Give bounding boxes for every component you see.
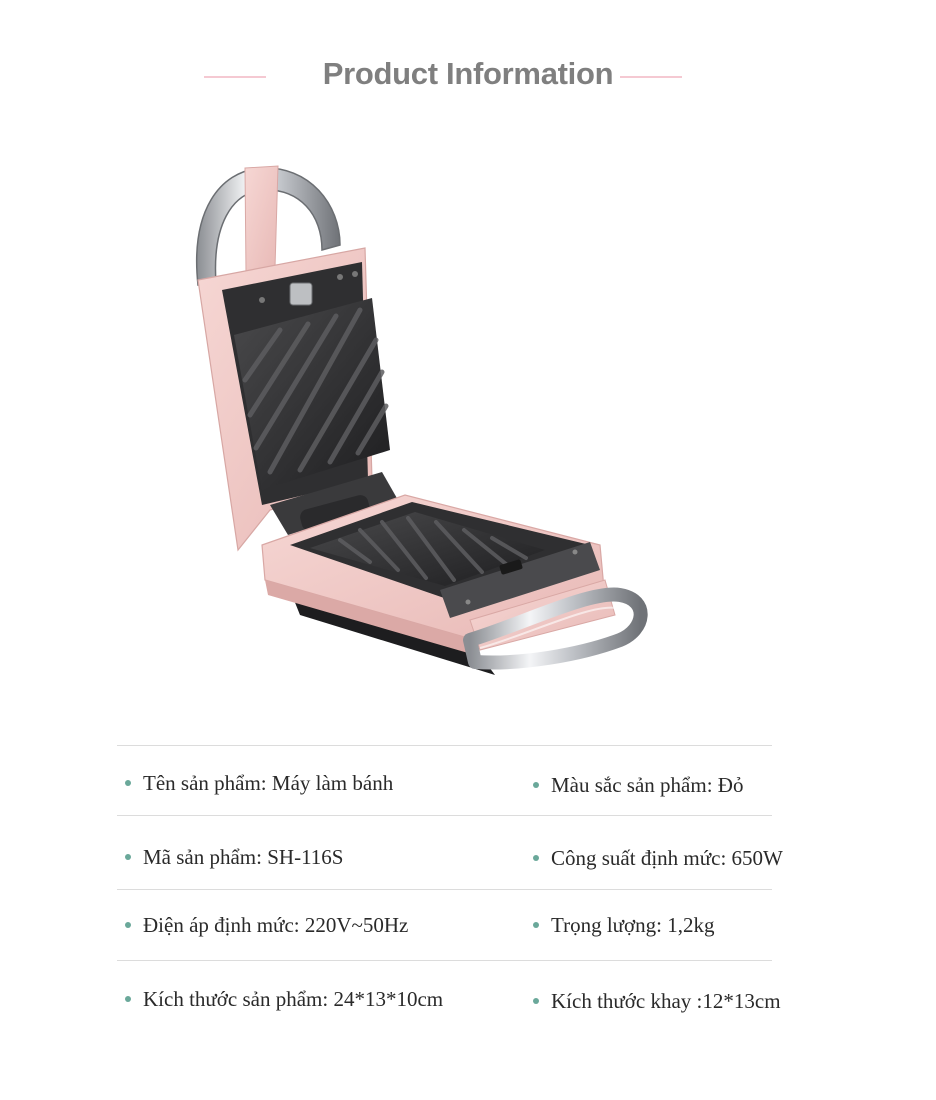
bullet-icon [533, 782, 539, 788]
bullet-icon [533, 922, 539, 928]
bullet-icon [125, 922, 131, 928]
spec-label: Màu sắc sản phẩm: [551, 773, 718, 797]
spec-label: Mã sản phẩm: [143, 845, 268, 869]
spec-label: Tên sản phẩm: [143, 771, 272, 795]
spec-weight [533, 913, 715, 937]
spec-rated-power [533, 846, 783, 870]
spec-divider [117, 960, 772, 961]
spec-value: Máy làm bánh [271, 771, 394, 795]
spec-product-color [533, 773, 743, 797]
spec-product-size [125, 987, 443, 1011]
spec-value: 220V~50Hz [304, 913, 409, 937]
bullet-icon [125, 854, 131, 860]
spec-label: Kích thước sản phẩm: [143, 987, 334, 1011]
section-header [0, 52, 936, 100]
spec-product-name [125, 771, 393, 795]
spec-tray-size [533, 989, 781, 1013]
header-accent-line-right [620, 76, 682, 78]
spec-label: Điện áp định mức: [143, 913, 305, 937]
spec-value: 12*13cm [702, 989, 781, 1013]
spec-label: Công suất định mức: [551, 846, 732, 870]
bullet-icon [125, 996, 131, 1002]
spec-value: SH-116S [267, 845, 344, 869]
spec-value: 650W [731, 846, 783, 870]
product-image [150, 150, 670, 710]
spec-value: Đỏ [717, 773, 744, 797]
spec-divider [117, 815, 772, 816]
spec-divider [117, 745, 772, 746]
bullet-icon [533, 998, 539, 1004]
spec-value: 1,2kg [667, 913, 715, 937]
page-title: Product Information [322, 56, 614, 91]
spec-product-code [125, 845, 343, 869]
spec-label: Trọng lượng: [551, 913, 668, 937]
sandwich-maker-icon [150, 150, 670, 710]
bullet-icon [533, 855, 539, 861]
bullet-icon [125, 780, 131, 786]
spec-label: Kích thước khay : [551, 989, 703, 1013]
spec-rated-voltage [125, 913, 408, 937]
spec-value: 24*13*10cm [333, 987, 444, 1011]
spec-divider [117, 889, 772, 890]
